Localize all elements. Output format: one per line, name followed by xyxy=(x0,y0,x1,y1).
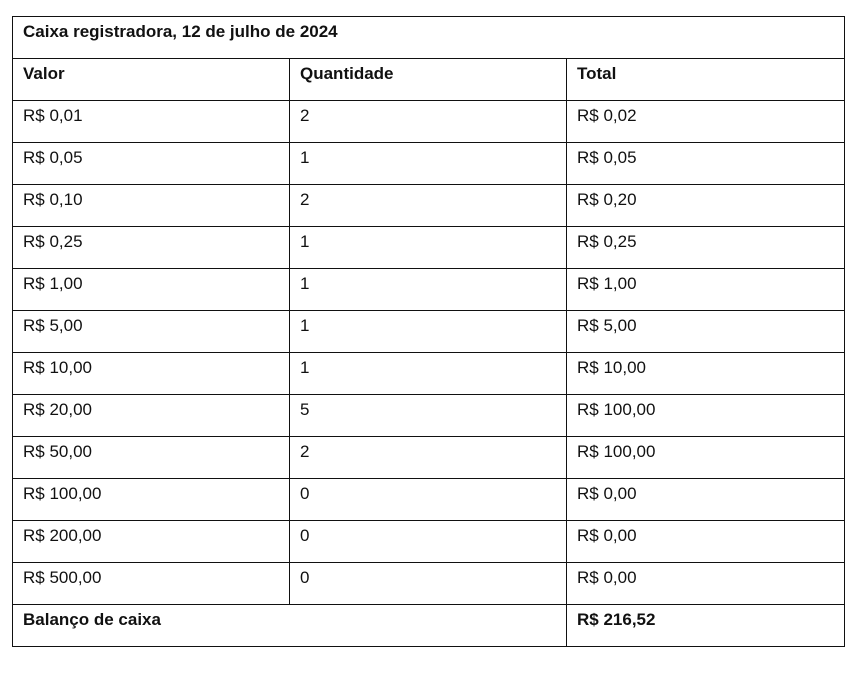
cell-valor: R$ 1,00 xyxy=(13,269,290,311)
header-row xyxy=(13,59,845,101)
cell-total: R$ 0,20 xyxy=(567,185,845,227)
table-row xyxy=(13,269,845,311)
cell-quantidade: 2 xyxy=(290,437,567,479)
cell-quantidade: 1 xyxy=(290,269,567,311)
balance-total: R$ 216,52 xyxy=(567,605,845,647)
cell-valor: R$ 0,25 xyxy=(13,227,290,269)
cell-quantidade: 2 xyxy=(290,101,567,143)
header-total: Total xyxy=(567,59,845,101)
cell-total: R$ 0,00 xyxy=(567,521,845,563)
footer-row xyxy=(13,605,845,647)
header-quantidade: Quantidade xyxy=(290,59,567,101)
table-row xyxy=(13,395,845,437)
cell-valor: R$ 20,00 xyxy=(13,395,290,437)
table-row xyxy=(13,479,845,521)
cell-total: R$ 0,02 xyxy=(567,101,845,143)
title-row xyxy=(13,17,845,59)
balance-label: Balanço de caixa xyxy=(13,605,567,647)
cell-valor: R$ 5,00 xyxy=(13,311,290,353)
table-row xyxy=(13,437,845,479)
cell-total: R$ 1,00 xyxy=(567,269,845,311)
cell-total: R$ 5,00 xyxy=(567,311,845,353)
table-row xyxy=(13,101,845,143)
table-row xyxy=(13,353,845,395)
cell-quantidade: 0 xyxy=(290,563,567,605)
cell-quantidade: 1 xyxy=(290,143,567,185)
cell-quantidade: 0 xyxy=(290,521,567,563)
cell-valor: R$ 100,00 xyxy=(13,479,290,521)
table-row xyxy=(13,185,845,227)
cell-quantidade: 1 xyxy=(290,353,567,395)
cell-total: R$ 100,00 xyxy=(567,437,845,479)
cell-valor: R$ 0,10 xyxy=(13,185,290,227)
table-row xyxy=(13,521,845,563)
cell-valor: R$ 10,00 xyxy=(13,353,290,395)
cell-valor: R$ 500,00 xyxy=(13,563,290,605)
cell-quantidade: 0 xyxy=(290,479,567,521)
cell-quantidade: 1 xyxy=(290,311,567,353)
cell-valor: R$ 0,01 xyxy=(13,101,290,143)
cell-total: R$ 10,00 xyxy=(567,353,845,395)
table-row xyxy=(13,227,845,269)
table-row xyxy=(13,311,845,353)
cash-register-table xyxy=(12,16,845,647)
header-valor: Valor xyxy=(13,59,290,101)
cell-total: R$ 0,05 xyxy=(567,143,845,185)
cell-total: R$ 0,00 xyxy=(567,563,845,605)
cell-total: R$ 0,25 xyxy=(567,227,845,269)
cell-valor: R$ 200,00 xyxy=(13,521,290,563)
cell-quantidade: 2 xyxy=(290,185,567,227)
cell-valor: R$ 50,00 xyxy=(13,437,290,479)
table-row xyxy=(13,563,845,605)
cell-total: R$ 100,00 xyxy=(567,395,845,437)
table-row xyxy=(13,143,845,185)
cell-quantidade: 5 xyxy=(290,395,567,437)
table-title: Caixa registradora, 12 de julho de 2024 xyxy=(13,17,845,59)
cell-quantidade: 1 xyxy=(290,227,567,269)
cell-total: R$ 0,00 xyxy=(567,479,845,521)
cell-valor: R$ 0,05 xyxy=(13,143,290,185)
